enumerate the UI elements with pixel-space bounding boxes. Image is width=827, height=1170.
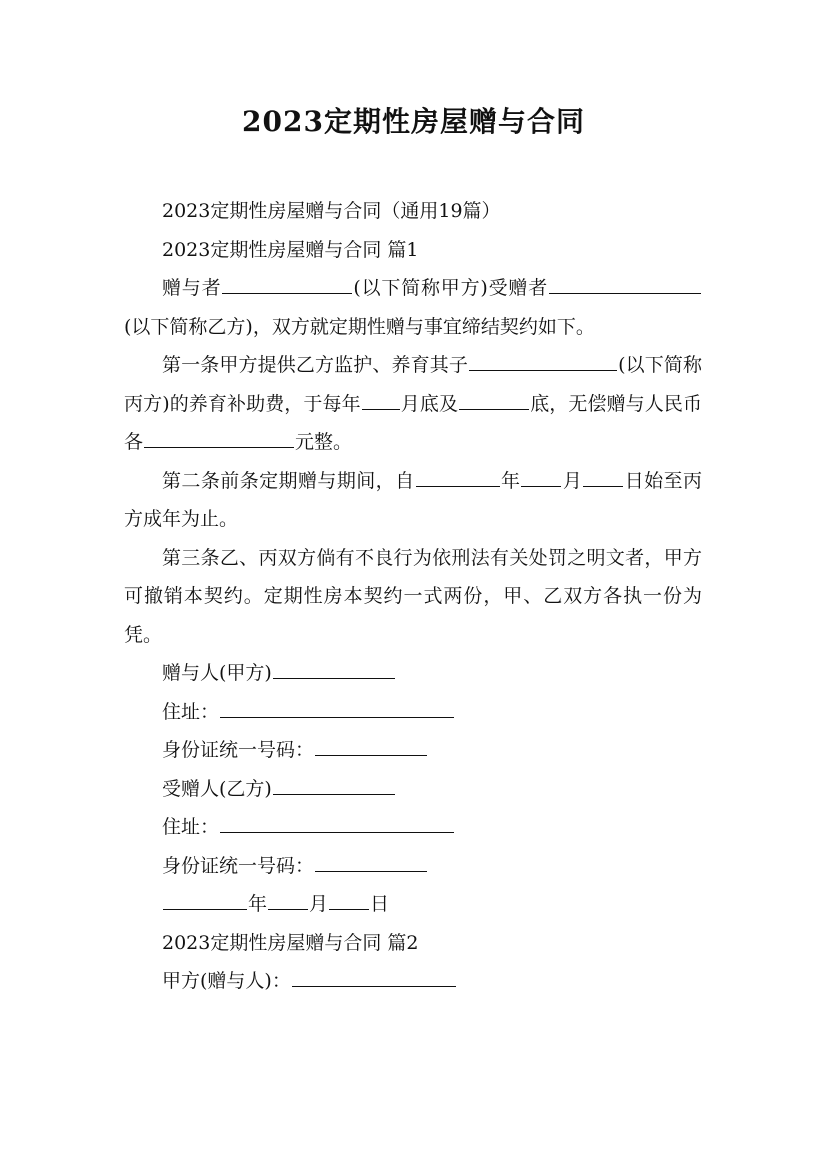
signature-date-line xyxy=(124,885,702,924)
donor-signature-line xyxy=(124,654,702,693)
article-2-year: 年 xyxy=(500,469,521,492)
donor-blank xyxy=(222,292,352,294)
donor-address-line xyxy=(124,693,702,732)
start-year-blank xyxy=(416,485,500,487)
intro-donee-label: (以下简称甲方)受赠者 xyxy=(353,277,548,299)
date-year-label: 年 xyxy=(248,893,268,915)
section-heading-2: 2023定期性房屋赠与合同 篇2 xyxy=(162,931,419,954)
date-year-blank xyxy=(163,908,247,910)
article-1-text-e: 元整。 xyxy=(295,431,353,453)
article-3-paragraph: 第三条乙、丙双方倘有不良行为依刑法有关处罚之明文者，甲方可撤销本契约。定期性房本契约一式两份，甲、乙双方各执一份为凭。 xyxy=(124,546,702,646)
document-subtitle: 2023定期性房屋赠与合同（通用19篇） xyxy=(162,200,501,222)
start-month-blank xyxy=(521,485,561,487)
section-heading-1: 2023定期性房屋赠与合同 篇1 xyxy=(162,238,419,261)
donee-address-line xyxy=(124,808,702,847)
article-1-text-d: 底，无偿赠与人民币各 xyxy=(124,392,702,453)
donor-id-label: 身份证统一号码： xyxy=(162,739,315,761)
article-1-text-b: (以下简称丙方)的养育补助费，于每年 xyxy=(124,354,702,415)
party-a-line xyxy=(124,962,702,1001)
date-month-blank xyxy=(268,908,308,910)
intro-paragraph xyxy=(124,269,702,346)
date-day-blank xyxy=(329,908,369,910)
article-1-text-c: 月底及 xyxy=(400,392,459,415)
donor-label: 赠与人(甲方) xyxy=(162,662,272,684)
donee-blank xyxy=(549,292,701,294)
amount-blank xyxy=(144,446,294,448)
donee-label: 受赠人(乙方) xyxy=(162,777,272,800)
party-a-label: 甲方(赠与人)： xyxy=(162,970,291,992)
article-2-text-b: 日始至丙方成年为止。 xyxy=(124,469,702,530)
party-a-blank xyxy=(292,985,456,987)
article-1-paragraph xyxy=(124,346,702,462)
donee-id-label: 身份证统一号码： xyxy=(162,854,315,877)
second-month-blank xyxy=(459,408,529,410)
date-day-label: 日 xyxy=(370,893,390,915)
article-2-month: 月 xyxy=(562,469,583,492)
child-name-blank xyxy=(469,369,617,371)
donor-id-blank xyxy=(315,754,427,756)
article-1-text-a: 第一条甲方提供乙方监护、养育其子 xyxy=(162,354,469,376)
donee-id-line xyxy=(124,847,702,886)
document-title: 2023定期性房屋赠与合同 xyxy=(242,105,585,138)
donee-address-label: 住址： xyxy=(162,816,220,838)
article-2-text-a: 第二条前条定期赠与期间，自 xyxy=(162,469,415,492)
donee-signature-blank xyxy=(273,793,395,795)
start-day-blank xyxy=(583,485,623,487)
donee-address-blank xyxy=(220,831,454,833)
intro-rest: (以下简称乙方)，双方就定期性赠与事宜缔结契约如下。 xyxy=(124,315,595,338)
donee-id-blank xyxy=(315,870,427,872)
document-body xyxy=(124,192,702,1001)
donor-id-line xyxy=(124,731,702,770)
donor-signature-blank xyxy=(273,677,395,679)
donor-address-label: 住址： xyxy=(162,700,220,723)
donor-address-blank xyxy=(220,716,454,718)
date-month-label: 月 xyxy=(309,893,329,915)
month-blank xyxy=(362,408,400,410)
intro-donor-label: 赠与者 xyxy=(162,277,222,299)
donee-signature-line xyxy=(124,770,702,809)
article-2-paragraph xyxy=(124,462,702,539)
